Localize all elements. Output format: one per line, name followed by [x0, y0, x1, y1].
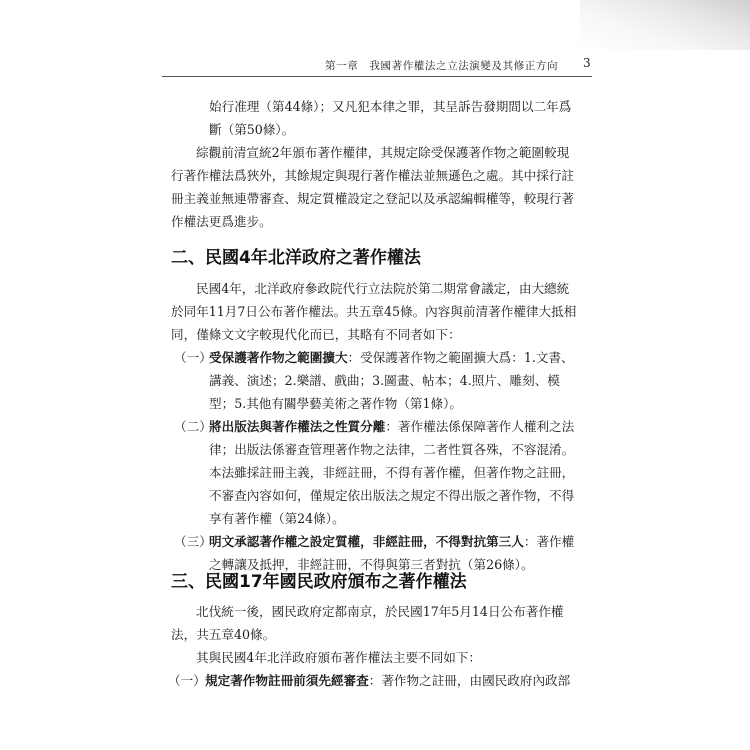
section-2-item-2-term: 將出版法與著作權法之性質分離 — [209, 419, 386, 434]
section-2-item-2-line-1 — [209, 415, 574, 438]
section-2-item-2-text: ：著作權法係保障著作人權利之法 — [385, 419, 575, 434]
section-2-para-line-1: 民國4年，北洋政府參政院代行立法院於第二期常會議定，由大總統 — [196, 281, 570, 296]
section-2-item-2-line-2: 律；出版法係審查管理著作物之法律，二者性質各殊，不容混淆。 — [209, 442, 575, 457]
intro-line-5: 冊主義並無連帶審查、規定質權設定之登記以及承認編輯權等，較現行著 — [171, 191, 574, 206]
section-2-heading: 二、民國4年北洋政府之著作權法 — [171, 248, 421, 268]
section-2-item-1-line-2: 講義、演述；2.樂譜、戲曲；3.圖畫、帖本；4.照片、雕刻、模 — [209, 373, 560, 388]
section-2-para-line-3: 同，僅條文文字較現代化而已，其略有不同者如下： — [171, 327, 461, 342]
section-2-item-2-line-4: 不審查內容如何，僅規定依出版法之規定不得出版之著作物，不得 — [209, 488, 575, 503]
section-3-item-1-line-1 — [205, 669, 570, 692]
section-2-item-3-text: ：著作權 — [523, 534, 575, 549]
intro-line-2: 斷（第50條）。 — [209, 122, 295, 137]
section-2-item-2-line-3: 本法雖採註冊主義，非經註冊，不得有著作權，但著作物之註冊， — [209, 465, 575, 480]
section-2-item-3-term: 明文承認著作權之設定質權，非經註冊，不得對抗第三人 — [209, 534, 524, 549]
intro-line-4: 行著作權法爲狹外，其餘規定與現行著作權法並無遜色之處。其中採行註 — [171, 168, 574, 183]
section-3-item-1-marker: （一） — [168, 673, 206, 688]
section-2-item-3-line-1 — [209, 530, 574, 553]
corner-decoration — [580, 0, 750, 50]
section-3-para-line-3: 其與民國4年北洋政府頒布著作權法主要不同如下： — [196, 650, 482, 665]
section-2-item-1-line-1 — [209, 346, 574, 369]
section-2-item-3-marker: （三） — [174, 534, 212, 549]
section-2-item-1-line-3: 型；5.其他有關學藝美術之著作物（第1條）。 — [209, 396, 463, 411]
intro-line-6: 作權法更爲進步。 — [171, 214, 272, 229]
intro-line-3: 綜觀前清宣統2年頒布著作權律，其規定除受保護著作物之範圍較現 — [196, 145, 570, 160]
header-divider — [162, 76, 592, 77]
section-2-item-2-marker: （二） — [174, 419, 212, 434]
section-2-item-3-line-2: 之轉讓及抵押，非經註冊，不得與第三者對抗（第26條）。 — [209, 557, 534, 572]
section-3-para-line-1: 北伐統一後，國民政府定都南京，於民國17年5月14日公布著作權 — [196, 604, 564, 619]
running-header-title: 第一章 我國著作權法之立法演變及其修正方向 — [325, 60, 559, 72]
section-2-item-1-term: 受保護著作物之範圍擴大 — [209, 350, 348, 365]
section-2-item-2-line-5: 享有著作權（第24條）。 — [209, 511, 345, 526]
section-2-para-line-2: 於同年11月7日公布著作權法。共五章45條。內容與前清著作權律大抵相 — [171, 304, 577, 319]
section-3-item-1-text: ：著作物之註冊，由國民政府內政部 — [368, 673, 571, 688]
intro-line-1: 始行准理（第44條）；又凡犯本律之罪，其呈訴告發期間以二年爲 — [209, 99, 572, 114]
section-2-item-1-text: ：受保護著作物之範圍擴大爲：1.文書、 — [347, 350, 574, 365]
section-3-para-line-2: 法，共五章40條。 — [171, 627, 276, 642]
section-3-heading: 三、民國17年國民政府頒布之著作權法 — [171, 572, 467, 592]
page-number: 3 — [583, 56, 591, 70]
section-2-item-1-marker: （一） — [174, 350, 212, 365]
section-3-item-1-term: 規定著作物註冊前須先經審查 — [205, 673, 369, 688]
